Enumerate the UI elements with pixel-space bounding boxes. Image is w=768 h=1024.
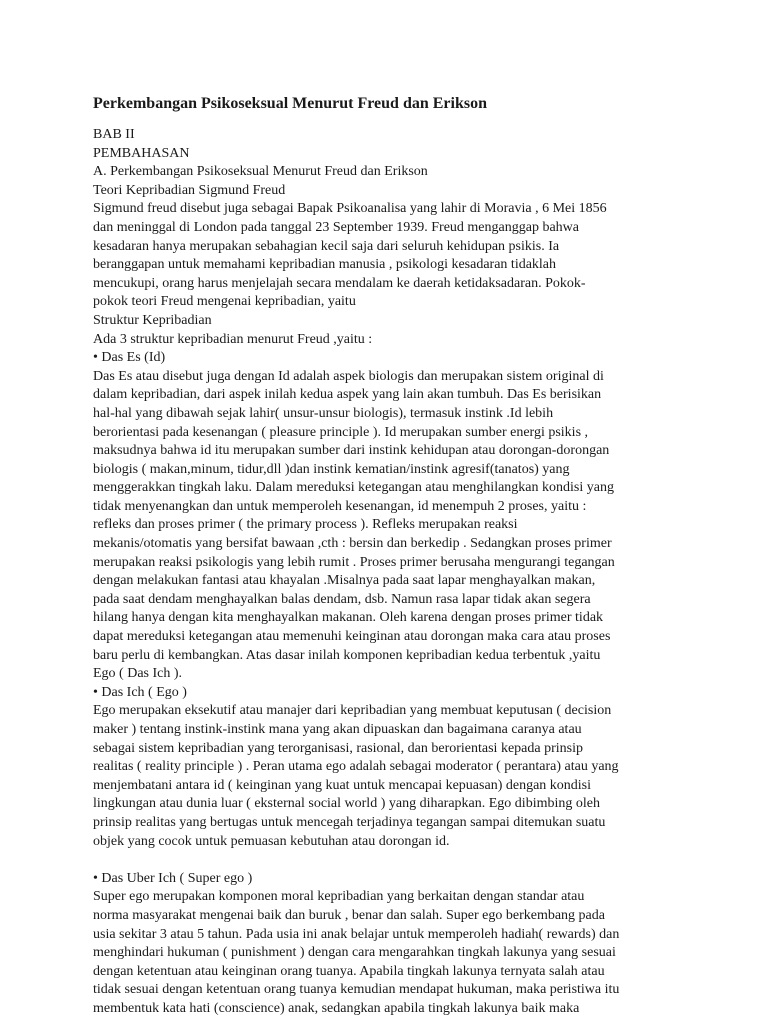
text-line: PEMBAHASAN — [93, 145, 190, 161]
text-line: Ego ( Das Ich ). — [93, 666, 183, 682]
paragraph-gap — [93, 851, 693, 870]
text-line: tidak sesuai dengan ketentuan orang tuanya kemudian mendapat hukuman, maka peristiwa itu — [93, 982, 620, 998]
text-line: mekanis/otomatis yang bersifat bawaan ,cth : bersin dan berkedip . Sedangkan proses primer — [93, 536, 612, 552]
text-line: BAB II — [93, 127, 135, 142]
text-line: dapat mereduksi ketegangan atau memenuhi keinginan atau dorongan maka cara atau proses — [93, 629, 611, 645]
text-line: dan meninggal di London pada tanggal 23 September 1939. Freud menganggap bahwa — [93, 219, 579, 235]
text-line: kesadaran hanya merupakan sebahagian kecil saja dari seluruh kehidupan psikis. Ia — [93, 238, 560, 254]
text-line: objek yang cocok untuk pemuasan kebutuhan atau dorongan id. — [93, 833, 450, 849]
text-line: • Das Uber Ich ( Super ego ) — [93, 870, 253, 886]
text-line: sebagai sistem kepribadian yang terorganisasi, rasional, dan berorientasi kepada prinsip — [93, 740, 583, 756]
text-line: baru perlu di kembangkan. Atas dasar inilah komponen kepribadian kedua terbentuk ,yaitu — [93, 647, 601, 663]
text-line: Super ego merupakan komponen moral kepribadian yang berkaitan dengan standar atau — [93, 889, 585, 905]
text-line: hal-hal yang dibawah sejak lahir( unsur-unsur biologis), termasuk instink .Id lebih — [93, 405, 554, 421]
text-line: menjembatani antara id ( keinginan yang kuat untuk mencapai kepuasan) dengan kondisi — [93, 777, 592, 793]
text-line: biologis ( makan,minum, tidur,dll )dan instink kematian/instink agresif(tanatos) yang — [93, 461, 570, 477]
text-line: Struktur Kepribadian — [93, 312, 212, 328]
text-line: prinsip realitas yang bertugas untuk mencegah terjadinya tegangan sampai ditemukan suatu — [93, 814, 606, 830]
text-line: dalam kepribadian, dari aspek inilah kedua aspek yang lain akan tumbuh. Das Es berisikan — [93, 387, 602, 403]
text-line: maksudnya bahwa id itu merupakan sumber dari instink kehidupan atau dorongan-dorongan — [93, 443, 610, 459]
text-line: Ego merupakan eksekutif atau manajer dari kepribadian yang membuat keputusan ( decision — [93, 703, 612, 719]
text-line: lingkungan atau dunia luar ( eksternal social world ) yang diharapkan. Ego dibimbing oleh — [93, 796, 600, 812]
text-line: Das Es atau disebut juga dengan Id adalah aspek biologis dan merupakan sistem original di — [93, 368, 604, 384]
text-line: dengan melakukan fantasi atau khayalan .Misalnya pada saat lapar menghayalkan makan, — [93, 573, 596, 589]
text-line: • Das Es (Id) — [93, 350, 166, 366]
text-line: merupakan reaksi psikologis yang lebih rumit . Proses primer berusaha mengurangi tegangan — [93, 554, 615, 570]
text-line: dengan ketentuan atau keinginan orang tuanya. Apabila tingkah lakunya ternyata salah atau — [93, 963, 605, 979]
text-line: menghindari hukuman ( punishment ) dengan cara mengarahkan tingkah lakunya yang sesuai — [93, 945, 616, 961]
text-line: pada saat dendam menghayalkan balas dendam, dsb. Namun rasa lapar tidak akan segera — [93, 591, 591, 607]
text-line: Teori Kepribadian Sigmund Freud — [93, 182, 286, 198]
text-line: realitas ( reality principle ) . Peran utama ego adalah sebagai moderator ( perantara) atau yang — [93, 759, 619, 775]
text-line: tidak menyenangkan dan untuk memperoleh kesenangan, id menempuh 2 proses, yaitu : — [93, 498, 587, 514]
text-line: hilang hanya dengan kita menghayalkan makanan. Oleh karena dengan proses primer tidak — [93, 610, 604, 626]
text-line: • Das Ich ( Ego ) — [93, 684, 187, 700]
text-line: usia sekitar 3 atau 5 tahun. Pada usia ini anak belajar untuk memperoleh hadiah( rewards) dan — [93, 926, 620, 942]
document-title: Perkembangan Psikoseksual Menurut Freud dan Erikson — [93, 95, 487, 112]
text-line: mencukupi, orang harus menjelajah secara mendalam ke daerah ketidaksadaran. Pokok- — [93, 275, 586, 291]
text-line: berorientasi pada kesenangan ( pleasure principle ). Id merupakan sumber energi psikis , — [93, 424, 589, 440]
text-line: Ada 3 struktur kepribadian menurut Freud ,yaitu : — [93, 331, 373, 347]
text-line: Sigmund freud disebut juga sebagai Bapak Psikoanalisa yang lahir di Moravia , 6 Mei 1856 — [93, 201, 607, 217]
text-line: norma masyarakat mengenai baik dan buruk , benar dan salah. Super ego berkembang pada — [93, 907, 605, 923]
text-line: maker ) tentang instink-instink mana yang akan dipuaskan dan bagaimana caranya atau — [93, 722, 582, 737]
text-line: beranggapan untuk memahami kepribadian manusia , psikologi kesadaran tidaklah — [93, 257, 557, 273]
text-line: membentuk kata hati (conscience) anak, sedangkan apabila tingkah lakunya baik maka — [93, 1000, 580, 1016]
document-body — [93, 126, 693, 1019]
text-line: pokok teori Freud mengenai kepribadian, yaitu — [93, 294, 356, 310]
text-line: refleks dan proses primer ( the primary process ). Refleks merupakan reaksi — [93, 517, 518, 533]
text-line: menggerakkan tingkah laku. Dalam mereduksi ketegangan atau menghilangkan kondisi yang — [93, 480, 614, 496]
text-line: A. Perkembangan Psikoseksual Menurut Freud dan Erikson — [93, 164, 428, 180]
